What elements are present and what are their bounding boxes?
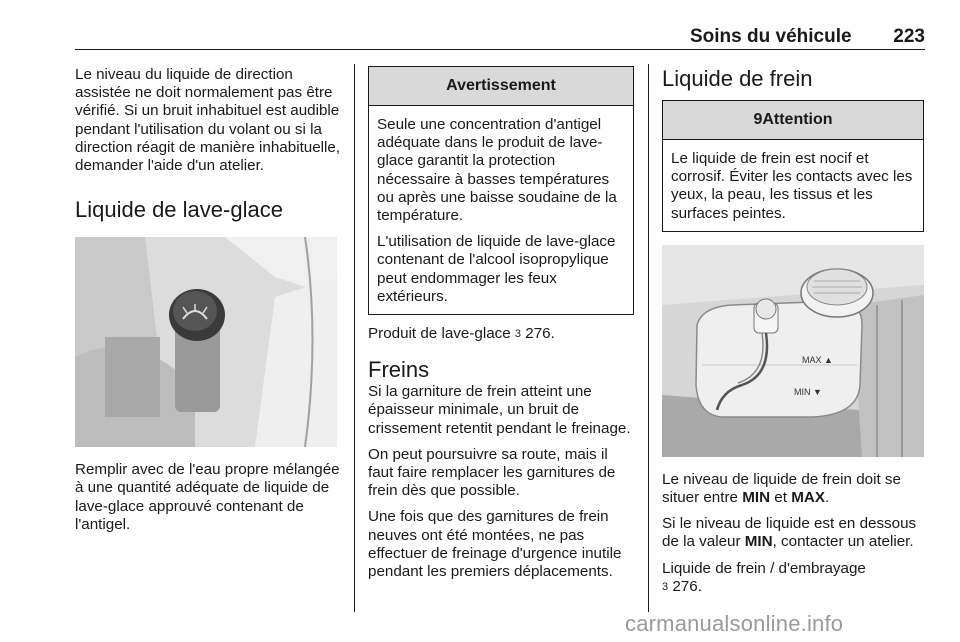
column-left: [75, 66, 343, 534]
reservoir-min-label: MIN ▼: [794, 386, 822, 397]
brake-fluid-low-paragraph: Si le niveau de liquide est en dessous de la valeur MIN, contacter un atelier.: [662, 515, 917, 551]
warning-paragraph-isopropyl: L'utilisation de liquide de lave-glace contenant de l'alcool isopropylique peut endommager les feux extérieurs.: [377, 233, 616, 305]
reservoir-max-label: MAX ▲: [802, 354, 833, 365]
warning-paragraph-antifreeze: Seule une concentration d'antigel adéquate dans le produit de lave-glace garantit la protection nécessaire à basses températures ou après une baisse soudaine de la température.: [377, 116, 617, 225]
min-mark: MIN: [742, 489, 771, 507]
brake-fluid-reservoir-illustration: [662, 245, 924, 457]
brake-fluid-reservoir-photo: [662, 245, 924, 457]
washer-fluid-heading: Liquide de lave-glace: [75, 197, 283, 223]
washer-fluid-paragraph: Remplir avec de l'eau propre mélangée à une quantité adéquate de liquide de lave-glace approuvé contenant de l'antigel.: [75, 461, 340, 533]
washer-reservoir-photo: [75, 237, 337, 447]
brakes-paragraph-replace: On peut poursuivre sa route, mais il faut faire remplacer les garnitures de frein dès que possible.: [368, 445, 616, 500]
attention-title: Attention: [762, 111, 833, 128]
site-watermark: carmanualsonline.info: [625, 611, 844, 636]
page-header-title: Soins du véhicule: [690, 26, 852, 47]
washer-product-reference: [368, 325, 634, 343]
brakes-paragraph-wear: Si la garniture de frein atteint une épaisseur minimale, un bruit de crissement retentit pendant le freinage.: [368, 383, 631, 437]
attention-box: [662, 100, 924, 232]
washer-product-reference-page[interactable]: 276.: [525, 325, 555, 343]
column-divider-left: [354, 64, 355, 612]
washer-reservoir-illustration: [75, 237, 337, 447]
brake-clutch-fluid-reference-page[interactable]: 276.: [672, 577, 702, 595]
brake-clutch-fluid-reference: Liquide de frein / d'embrayage 3 276.: [662, 559, 866, 595]
brake-fluid-heading: Liquide de frein: [662, 66, 813, 91]
max-mark: MAX: [791, 489, 825, 507]
attention-header: [663, 101, 923, 140]
page-number: 223: [893, 26, 925, 47]
page-ref-icon: 3: [514, 328, 522, 341]
header-rule: [75, 49, 925, 50]
washer-product-reference-text: Produit de lave-glace: [368, 325, 511, 343]
min-mark: MIN: [744, 533, 773, 551]
warning-title: Avertissement: [369, 67, 633, 106]
column-right: [662, 66, 928, 596]
power-steering-paragraph: Le niveau du liquide de direction assistée ne doit normalement pas être vérifié. Si un bruit inhabituel est audible pendant l'utilisation du volant ou si la direction réagit de manière inhabituelle, demander l'aide d'un atelier.: [75, 66, 341, 175]
brakes-paragraph-new-pads: Une fois que des garnitures de frein neuves ont été montées, ne pas effectuer de freinage d'urgence inutile pendant les premiers déplacements.: [368, 508, 622, 581]
column-divider-right: [648, 64, 649, 612]
brake-fluid-level-paragraph: Le niveau de liquide de frein doit se situer entre MIN et MAX.: [662, 470, 901, 507]
column-middle: [368, 66, 634, 581]
page-ref-icon: 3: [662, 580, 669, 593]
warning-box: [368, 66, 634, 315]
warning-triangle-icon: 9: [753, 111, 763, 128]
attention-paragraph: Le liquide de frein est nocif et corrosif. Éviter les contacts avec les yeux, la peau, les tissus et les surfaces peintes.: [671, 150, 913, 222]
brakes-heading: Freins: [368, 357, 430, 383]
